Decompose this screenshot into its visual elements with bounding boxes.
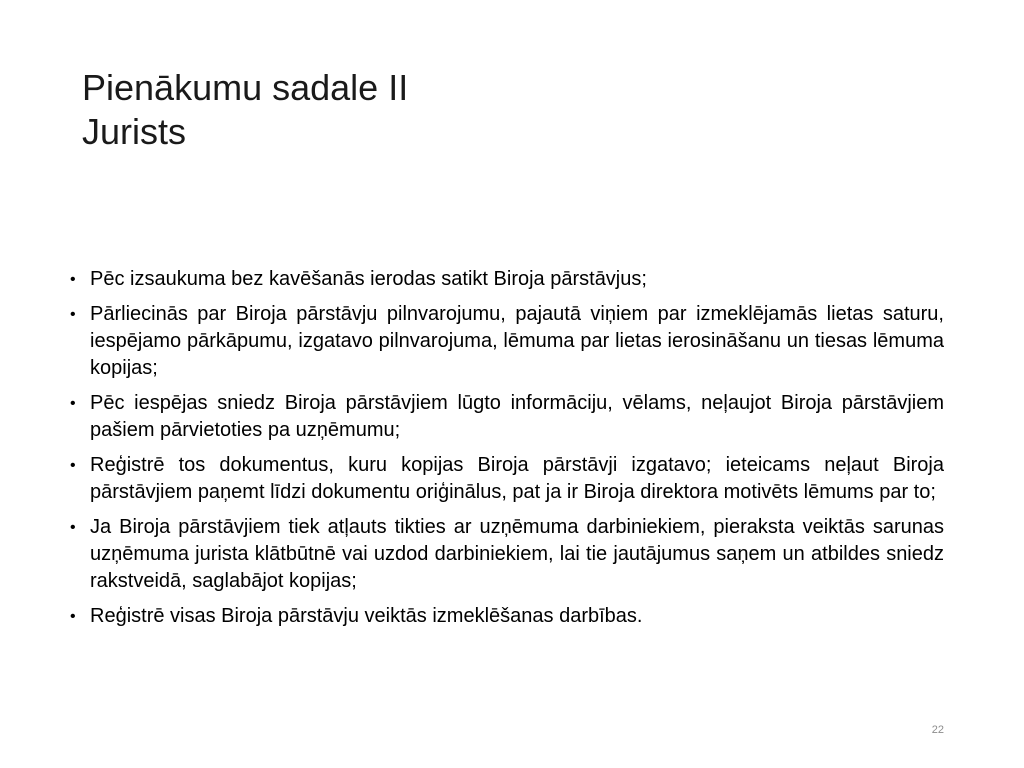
slide-number: 22 [931,724,944,736]
bullet-icon: • [70,519,76,536]
bullet-icon: • [70,395,76,412]
slide-title-line-1: Pienākumu sadale II [82,67,409,108]
bullet-icon: • [70,271,76,288]
bullet-item-3 [70,390,944,444]
bullet-text: Reģistrē visas Biroja pārstāvju veiktās izmeklēšanas darbības. [90,605,643,627]
bullet-list [70,266,944,638]
bullet-text: Pēc iespējas sniedz Biroja pārstāvjiem lūgto informāciju, vēlams, neļaujot Biroja pārstāvjiem pašiem pārvietoties pa uzņēmumu; [90,392,944,441]
bullet-item-2 [70,301,944,382]
bullet-item-5 [70,514,944,595]
bullet-icon: • [70,457,76,474]
bullet-text: Ja Biroja pārstāvjiem tiek atļauts tikties ar uzņēmuma darbiniekiem, pieraksta veiktās sarunas uzņēmuma jurista klātbūtnē vai uzdod darbiniekiem, lai tie jautājumus saņem un atbildes sniedz rakstveidā, saglabājot kopijas; [90,516,944,592]
bullet-item-1 [70,266,944,293]
slide-title-line-2: Jurists [82,111,187,152]
bullet-text: Reģistrē tos dokumentus, kuru kopijas Biroja pārstāvji izgatavo; ieteicams neļaut Biroja pārstāvjiem paņemt līdzi dokumentu oriģinālus, pat ja ir Biroja direktora motivēts lēmums par to; [90,454,944,503]
bullet-text: Pārliecinās par Biroja pārstāvju pilnvarojumu, pajautā viņiem par izmeklējamās lietas saturu, iespējamo pārkāpumu, izgatavo pilnvarojuma, lēmuma par lietas ierosināšanu un tiesas lēmuma kopijas; [90,303,944,379]
bullet-text: Pēc izsaukuma bez kavēšanās ierodas satikt Biroja pārstāvjus; [90,268,647,290]
bullet-icon: • [70,608,76,625]
bullet-item-4 [70,452,944,506]
bullet-item-6 [70,603,944,630]
bullet-icon: • [70,306,76,323]
slide-title [82,66,942,154]
